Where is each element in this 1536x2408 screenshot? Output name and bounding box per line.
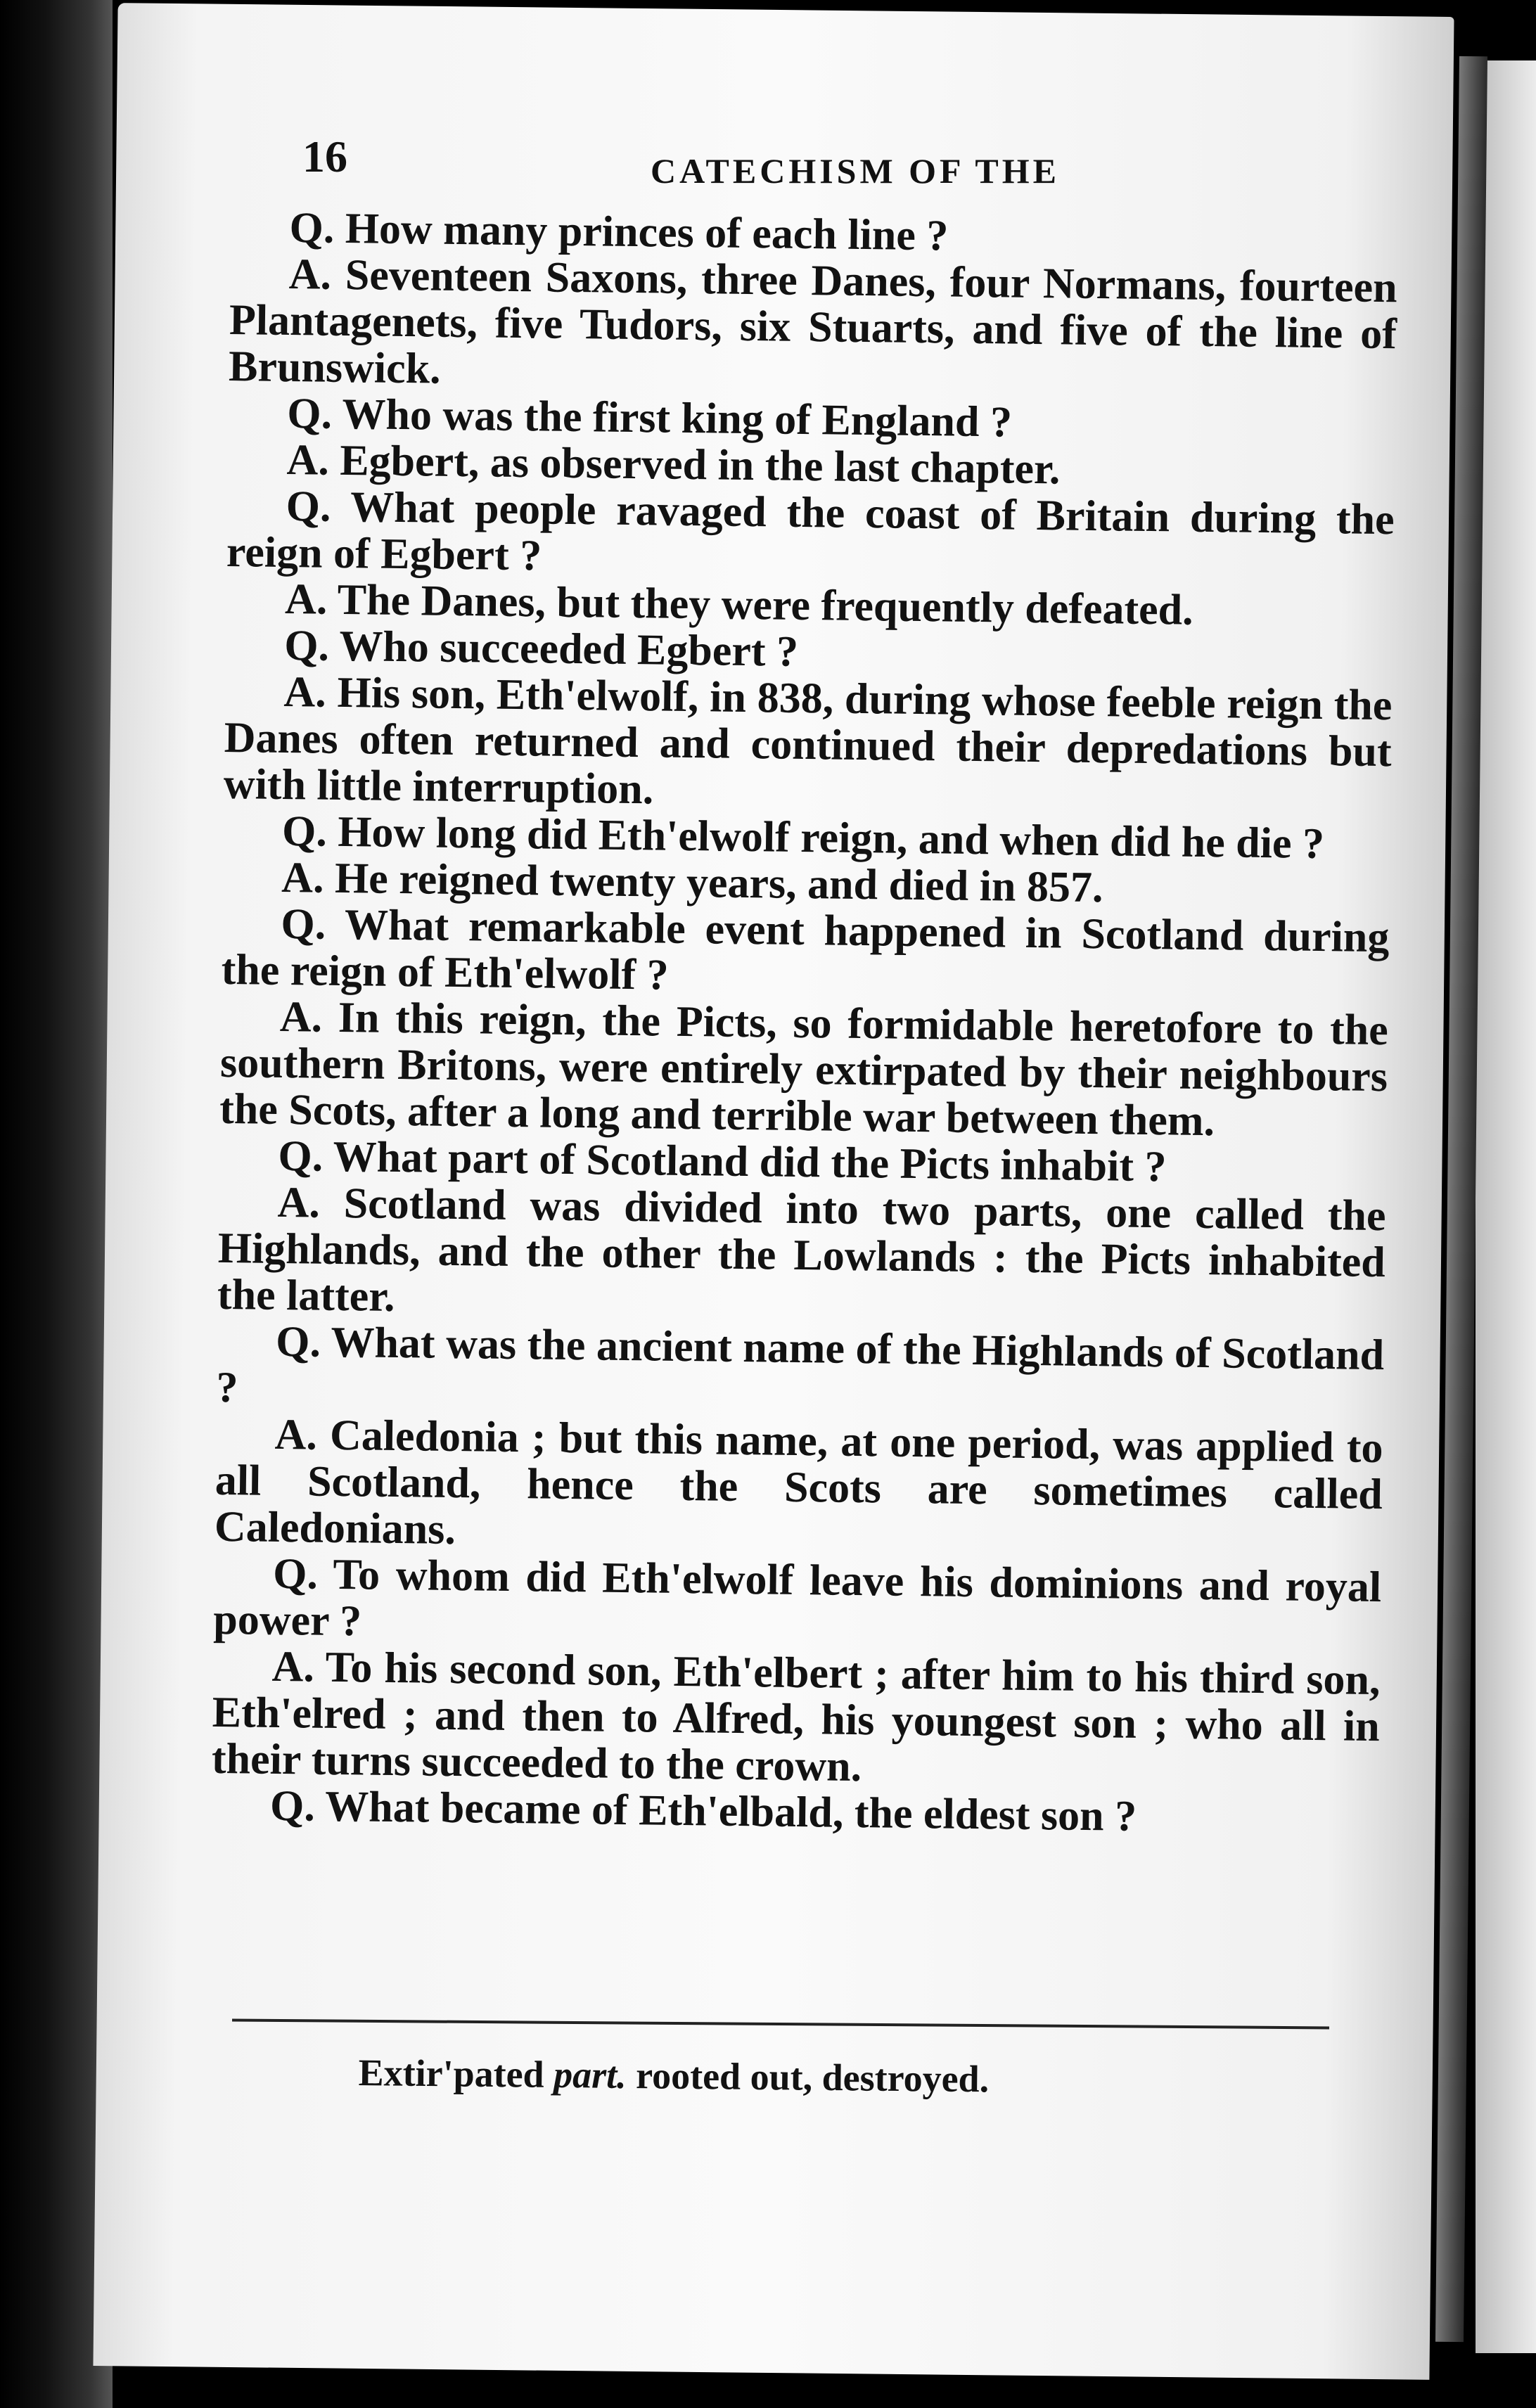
catechism-text bbox=[211, 204, 1398, 1843]
paragraph-q10: Q. What became of Eth'elbald, the eldest son ? bbox=[269, 1781, 1137, 1840]
paragraph-q9: Q. To whom did Eth'elwolf leave his dominions and royal power ? bbox=[212, 1549, 1382, 1646]
footnote-definition: rooted out, destroyed. bbox=[635, 2054, 990, 2101]
paragraph-a7: A. Scotland was divided into two parts, one called the Highlands, and the other the Lowlands : the Picts inhabited the latter. bbox=[217, 1178, 1386, 1321]
footnote bbox=[358, 2051, 989, 2101]
paragraph-q7: Q. What part of Scotland did the Picts inhabit ? bbox=[278, 1132, 1167, 1191]
paragraph-a9: A. To his second son, Eth'elbert ; after him to his third son, Eth'elred ; and then to Alfred, his youngest son ; who all in their turns succeeded to the crown. bbox=[211, 1642, 1381, 1791]
paragraph-q3: Q. What people ravaged the coast of Britain during the reign of Egbert ? bbox=[226, 482, 1395, 580]
page-number: 16 bbox=[302, 132, 347, 181]
paragraph-q8: Q. What was the ancient name of the Highlands of Scotland ? bbox=[216, 1317, 1385, 1412]
paragraph-a1: A. Seventeen Saxons, three Danes, four Normans, fourteen Plantagenets, five Tudors, six Stuarts, and five of the line of Brunswick. bbox=[228, 250, 1398, 393]
paragraph-a8: A. Caledonia ; but this name, at one period, was applied to all Scotland, hence the Scots are sometimes called Caledonians. bbox=[214, 1410, 1383, 1554]
paragraph-a6: A. In this reign, the Picts, so formidable heretofore to the southern Britons, were entirely extirpated by their neighbours the Scots, after a long and terrible war between them. bbox=[219, 992, 1389, 1146]
footnote-part-of-speech: part. bbox=[553, 2053, 627, 2096]
running-head: CATECHISM OF THE bbox=[651, 151, 1060, 191]
footnote-term: Extir'pated bbox=[358, 2051, 544, 2096]
paragraph-a2: A. Egbert, as observed in the last chapter. bbox=[286, 436, 1061, 494]
paragraph-q6: Q. What remarkable event happened in Scotland during the reign of Eth'elwolf ? bbox=[221, 899, 1390, 999]
paragraph-q5: Q. How long did Eth'elwolf reign, and when did he die ? bbox=[281, 807, 1325, 869]
facing-page bbox=[1476, 60, 1536, 2353]
paragraph-q2: Q. Who was the first king of England ? bbox=[286, 390, 1013, 447]
paragraph-q1: Q. How many princes of each line ? bbox=[289, 204, 949, 260]
paragraph-a5: A. He reigned twenty years, and died in 857. bbox=[281, 853, 1103, 912]
book-spine bbox=[0, 0, 113, 2408]
paragraph-a4: A. His son, Eth'elwolf, in 838, during whose feeble reign the Danes often returned and continued their depredations but with little interruption. bbox=[223, 667, 1393, 814]
paragraph-q4: Q. Who succeeded Egbert ? bbox=[283, 621, 799, 676]
paragraph-a3: A. The Danes, but they were frequently defeated. bbox=[284, 575, 1194, 634]
